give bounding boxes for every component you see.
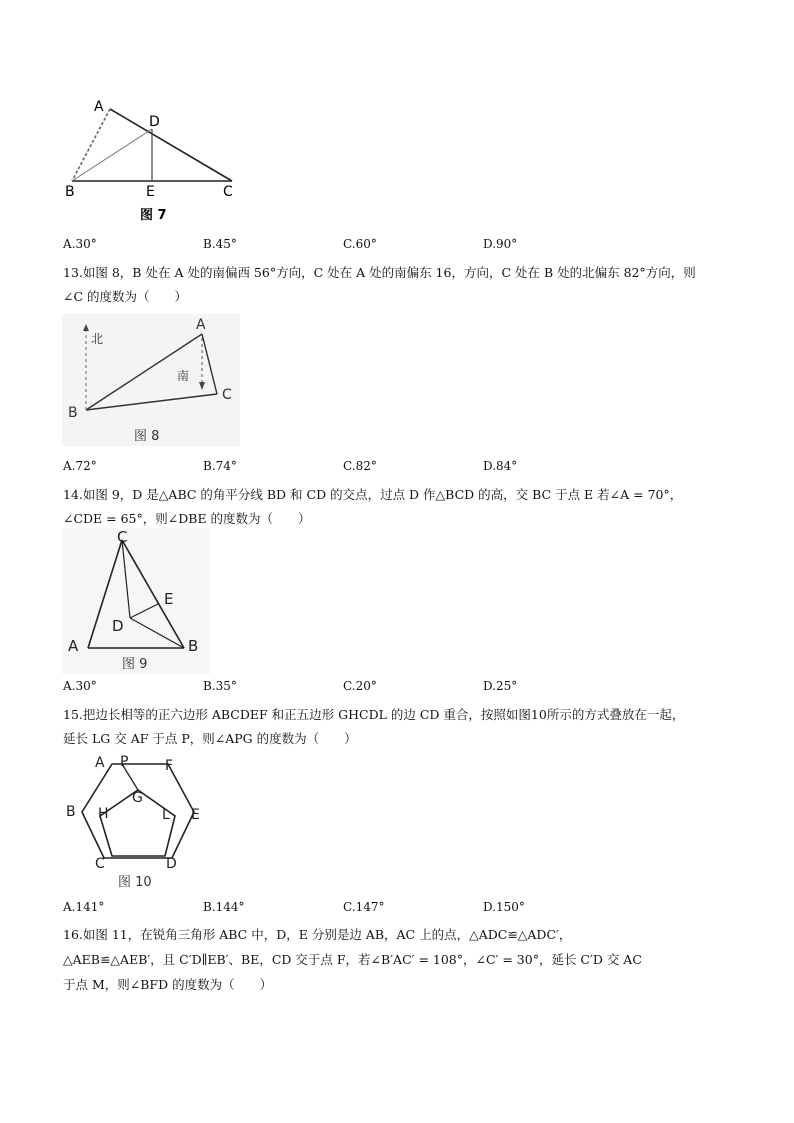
fig10-label-b: B <box>66 804 76 820</box>
q13-option-d: D.84° <box>483 459 518 473</box>
q14-text-line1: 14.如图 9，D 是△ABC 的角平分线 BD 和 CD 的交点，过点 D 作△BCD 的高，交 BC 于点 E 若∠A = 70°， <box>63 487 683 502</box>
fig9-label-d: D <box>112 617 124 635</box>
q16-text-line1: 16.如图 11，在锐角三角形 ABC 中，D，E 分别是边 AB，AC 上的点，△ADC≌△ADC′， <box>63 927 572 942</box>
fig10-label-f: F <box>165 758 174 774</box>
fig10-label-g: G <box>132 790 143 806</box>
fig10-label-e: E <box>191 807 200 823</box>
fig8-caption: 图 8 <box>134 429 160 444</box>
q13-text-line2: ∠C 的度数为（ ） <box>63 289 188 304</box>
fig8-label-b: B <box>68 405 78 421</box>
fig10-label-h: H <box>98 806 109 822</box>
fig7-label-e: E <box>146 184 155 200</box>
q15-text-line2: 延长 LG 交 AF 于点 P，则∠APG 的度数为（ ） <box>63 731 357 746</box>
fig7-label-b: B <box>65 184 75 200</box>
fig10-caption: 图 10 <box>118 875 152 890</box>
q15-option-a: A.141° <box>63 900 105 914</box>
q14-option-d: D.25° <box>483 679 518 693</box>
figure-10 <box>62 750 212 896</box>
fig10-label-d: D <box>166 856 177 872</box>
q14-option-a: A.30° <box>63 679 97 693</box>
fig10-label-l: L <box>162 807 170 823</box>
figure-9 <box>62 528 210 674</box>
q16-text-line3: 于点 M，则∠BFD 的度数为（ ） <box>63 977 273 992</box>
fig7-option-d: D.90° <box>483 237 518 251</box>
q15-option-b: B.144° <box>203 900 245 914</box>
fig9-label-a: A <box>68 637 79 655</box>
fig8-label-a: A <box>196 317 206 333</box>
q13-text-line1: 13.如图 8，B 处在 A 处的南偏西 56°方向，C 处在 A 处的南偏东 16，方向，C 处在 B 处的北偏东 82°方向，则 <box>63 265 696 280</box>
fig7-option-a: A.30° <box>63 237 97 251</box>
fig10-label-c: C <box>95 856 105 872</box>
fig7-option-c: C.60° <box>343 237 377 251</box>
fig9-label-b: B <box>188 637 199 655</box>
q15-option-c: C.147° <box>343 900 385 914</box>
fig8-south-label: 南 <box>177 369 190 383</box>
figure-7 <box>60 95 250 227</box>
q15-option-d: D.150° <box>483 900 525 914</box>
fig7-label-c: C <box>223 184 233 200</box>
fig9-label-c: C <box>117 528 128 546</box>
fig9-label-e: E <box>164 590 174 608</box>
q15-text-line1: 15.把边长相等的正六边形 ABCDEF 和正五边形 GHCDL 的边 CD 重合，按照如图10所示的方式叠放在一起， <box>63 707 685 722</box>
q14-option-c: C.20° <box>343 679 377 693</box>
fig7-caption: 图 7 <box>140 208 167 223</box>
q13-option-c: C.82° <box>343 459 377 473</box>
fig9-caption: 图 9 <box>122 657 148 672</box>
fig10-label-a: A <box>95 755 105 771</box>
q13-option-a: A.72° <box>63 459 97 473</box>
fig10-label-p: P <box>120 754 129 770</box>
q13-option-b: B.74° <box>203 459 237 473</box>
fig8-label-c: C <box>222 387 232 403</box>
fig7-label-a: A <box>94 99 104 115</box>
fig7-label-d: D <box>149 114 160 130</box>
fig7-option-b: B.45° <box>203 237 237 251</box>
q14-option-b: B.35° <box>203 679 237 693</box>
fig8-north-label: 北 <box>91 332 104 346</box>
q14-text-line2: ∠CDE = 65°，则∠DBE 的度数为（ ） <box>63 511 311 526</box>
q16-text-line2: △AEB≌△AEB′，且 C′D∥EB′、BE，CD 交于点 F，若∠B′AC′ = 108°，∠C′ = 30°，延长 C′D 交 AC <box>63 952 642 967</box>
figure-8 <box>62 314 240 446</box>
